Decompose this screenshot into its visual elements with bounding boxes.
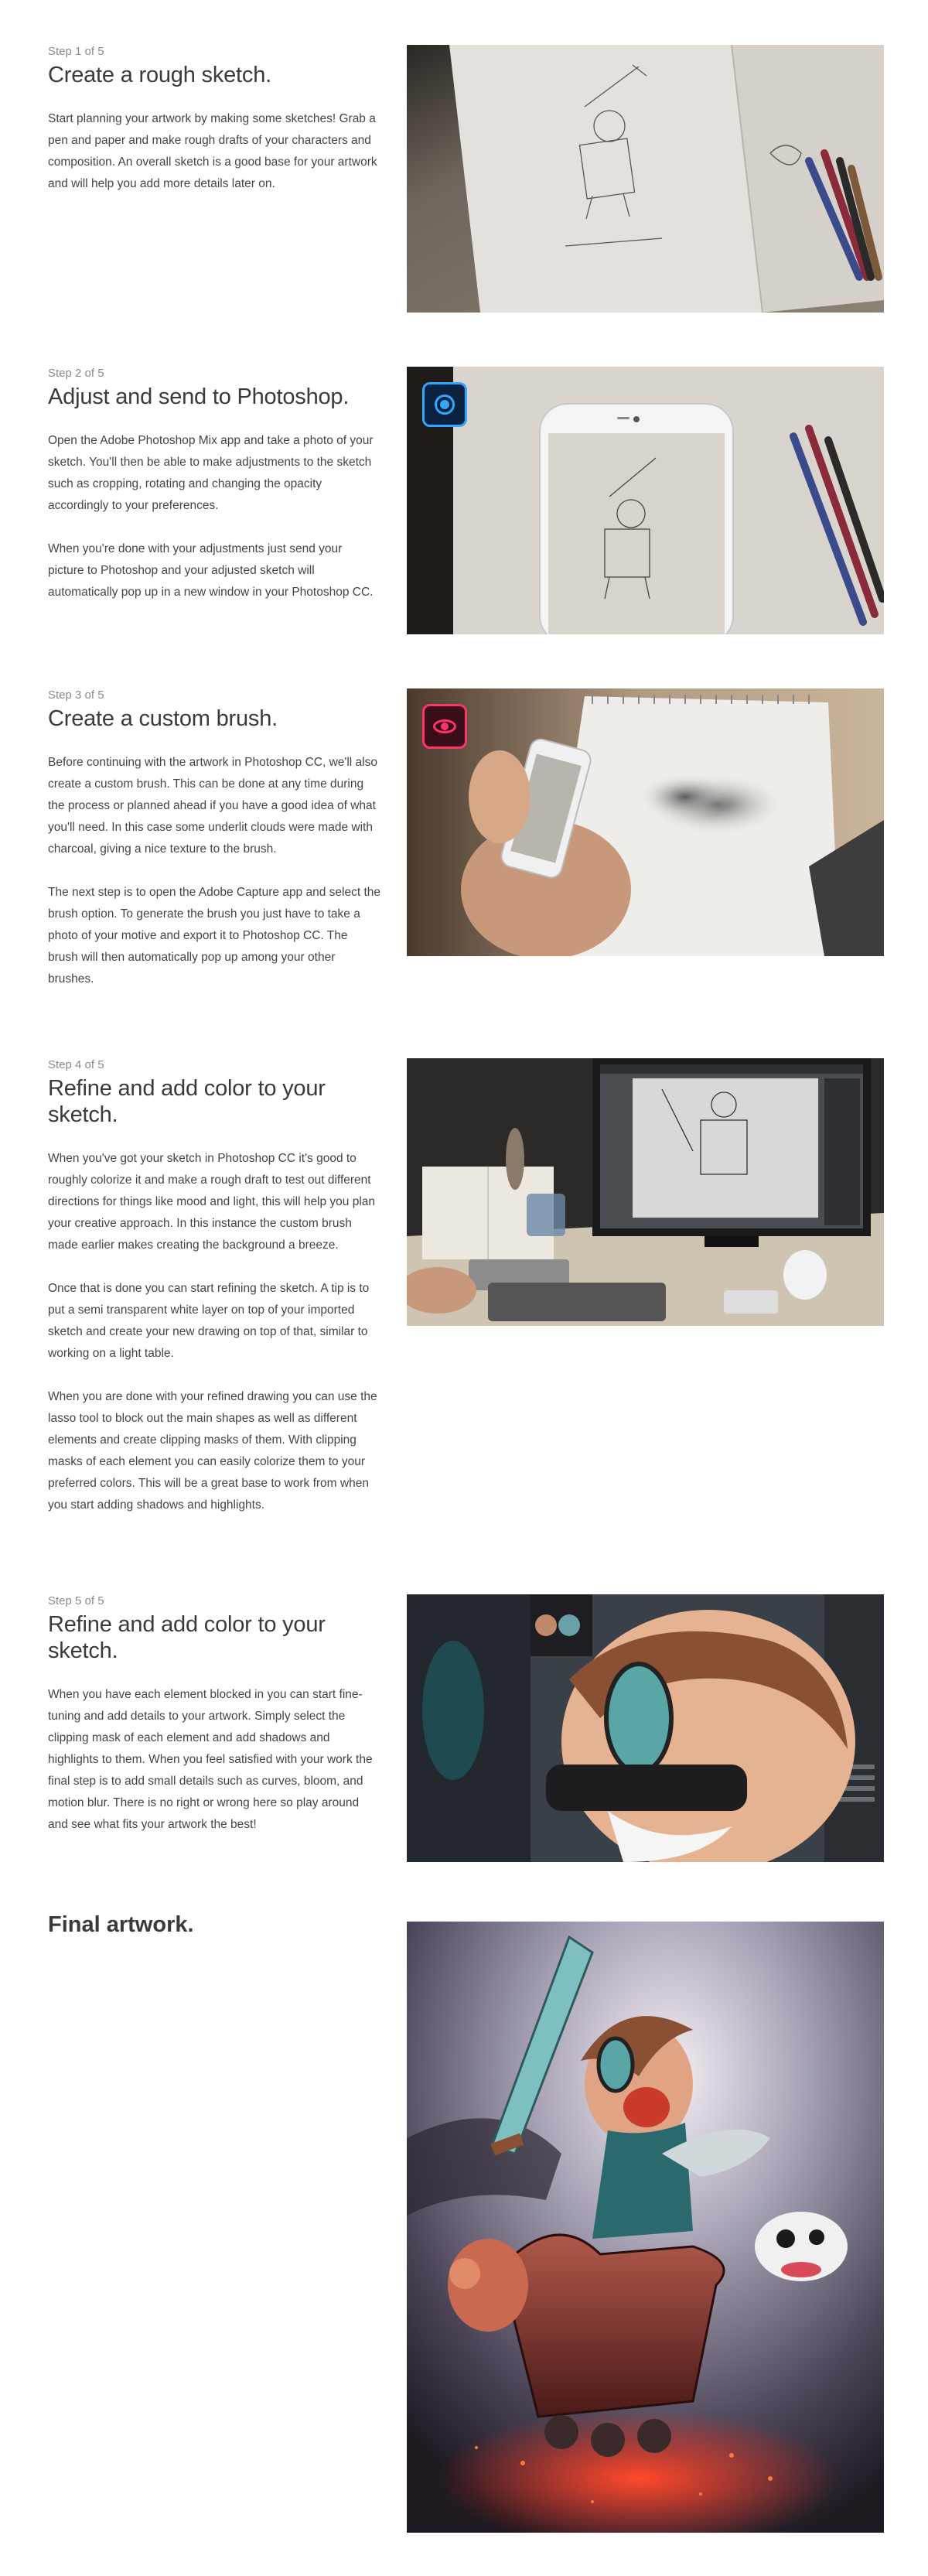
final-artwork-image	[407, 1922, 884, 2533]
step-label: Step 2 of 5	[48, 367, 104, 380]
adobe-capture-app-icon	[422, 704, 467, 749]
step-label: Step 3 of 5	[48, 688, 104, 702]
step-label: Step 4 of 5	[48, 1058, 104, 1071]
step-label: Step 1 of 5	[48, 45, 104, 58]
step-5-photo-closeup-coloring	[407, 1594, 884, 1862]
step-4-photo-workstation	[407, 1058, 884, 1326]
step-paragraph: When you're done with your adjustments just send your picture to Photoshop and your adjusted sketch will automatically pop up in a new window in your Photoshop CC.	[48, 542, 374, 599]
step-2-text	[48, 367, 380, 625]
step-paragraph: Start planning your artwork by making some sketches! Grab a pen and paper and make rough drafts of your characters and composition. An overall sketch is a good base for your artwork and will help you add more details later on.	[48, 112, 377, 190]
step-paragraph: When you've got your sketch in Photoshop CC it's good to roughly colorize it and make a rough draft to test out different directions for things like mood and light, this will help you plan your creative approach. In this instance the custom brush made earlier makes creating the background a breeze.	[48, 1152, 376, 1252]
step-2-photo-phone	[407, 367, 884, 634]
step-paragraph: When you have each element blocked in you can start fine-tuning and add details to your artwork. Simply select the clipping mask of each element and add shadows and highlights to them. When you feel satisfied with your work the final step is to add small details such as curves, bloom, and motion blur. There is no right or wrong here so play around and see what fits your artwork the best!	[48, 1688, 373, 1831]
photoshop-mix-app-icon	[422, 382, 467, 427]
step-title: Create a custom brush.	[48, 706, 278, 731]
step-3-text	[48, 688, 380, 1012]
step-4-text	[48, 1058, 380, 1538]
step-title: Refine and add color to your sketch.	[48, 1076, 326, 1127]
step-paragraph: When you are done with your refined drawing you can use the lasso tool to block out the main shapes as well as different elements and create clipping masks of them. With clipping masks of each element you can easily colorize them to your preferred colors. This will be a great base to work from when you start adding shadows and highlights.	[48, 1390, 377, 1512]
step-title: Refine and add color to your sketch.	[48, 1612, 326, 1663]
step-paragraph: The next step is to open the Adobe Capture app and select the brush option. To generate the brush you just have to take a photo of your motive and export it to Photoshop CC. The brush will then automatically pop up among your other brushes.	[48, 886, 380, 986]
step-paragraph: Before continuing with the artwork in Photoshop CC, we'll also create a custom brush. This can be done at any time during the process or planned ahead if you have a good idea of what you'll need. In this case some underlit clouds were made with charcoal, giving a nice texture to the brush.	[48, 756, 377, 856]
step-3-photo-capture	[407, 688, 884, 956]
step-1-photo-sketchbook	[407, 45, 884, 313]
step-paragraph: Open the Adobe Photoshop Mix app and take a photo of your sketch. You'll then be able to make adjustments to the sketch such as cropping, rotating and changing the opacity accordingly to your preferences.	[48, 434, 374, 512]
step-1-text	[48, 45, 380, 217]
step-5-text	[48, 1594, 380, 1857]
step-paragraph: Once that is done you can start refining the sketch. A tip is to put a semi transparent white layer on top of your imported sketch and create your new drawing on top of that, similar to working on a light table.	[48, 1282, 370, 1360]
step-title: Adjust and send to Photoshop.	[48, 384, 350, 409]
step-title: Create a rough sketch.	[48, 63, 271, 87]
final-artwork-title: Final artwork.	[48, 1912, 194, 1937]
step-label: Step 5 of 5	[48, 1594, 104, 1607]
